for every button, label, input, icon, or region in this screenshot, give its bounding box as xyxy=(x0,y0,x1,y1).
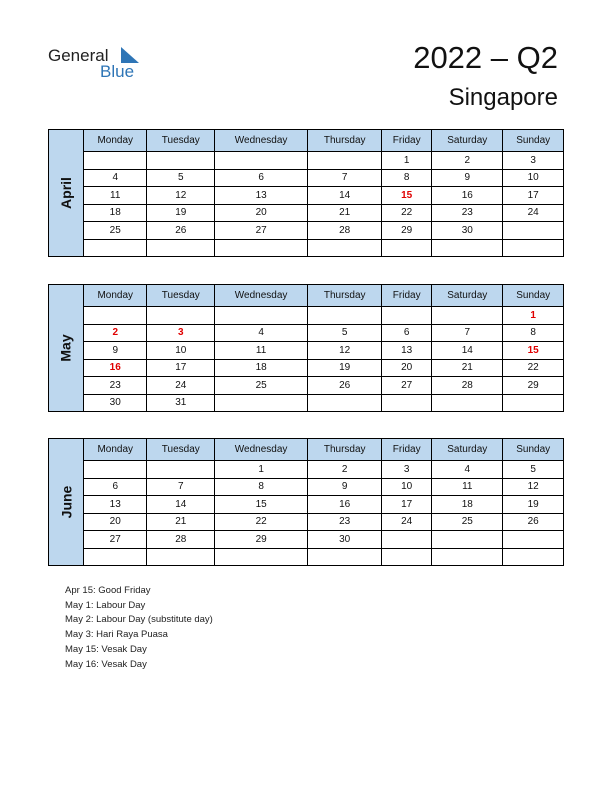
day-cell: 19 xyxy=(308,359,382,377)
day-cell xyxy=(84,548,147,566)
day-cell xyxy=(382,307,432,325)
day-cell xyxy=(147,307,215,325)
day-cell: 7 xyxy=(308,169,382,187)
day-cell: 11 xyxy=(215,342,308,360)
week-row xyxy=(49,342,564,360)
week-row xyxy=(49,461,564,479)
day-cell xyxy=(215,239,308,257)
day-cell: 1 xyxy=(382,152,432,170)
day-cell xyxy=(503,394,564,412)
day-cell: 14 xyxy=(147,496,215,514)
month-name: May xyxy=(57,334,74,362)
day-cell: 8 xyxy=(215,478,308,496)
day-cell xyxy=(308,548,382,566)
week-row xyxy=(49,478,564,496)
day-cell: 18 xyxy=(432,496,503,514)
day-cell xyxy=(84,461,147,479)
day-cell: 30 xyxy=(84,394,147,412)
week-row xyxy=(49,204,564,222)
day-cell: 12 xyxy=(147,187,215,205)
day-cell: 11 xyxy=(432,478,503,496)
weekday-header: Tuesday xyxy=(147,130,215,152)
week-row xyxy=(49,513,564,531)
weekday-header: Thursday xyxy=(308,130,382,152)
day-cell xyxy=(215,152,308,170)
day-cell: 14 xyxy=(432,342,503,360)
day-cell: 24 xyxy=(503,204,564,222)
day-cell: 16 xyxy=(432,187,503,205)
weekday-header: Saturday xyxy=(432,285,503,307)
day-cell: 13 xyxy=(84,496,147,514)
day-cell: 25 xyxy=(84,222,147,240)
day-cell: 28 xyxy=(147,531,215,549)
day-cell: 19 xyxy=(147,204,215,222)
day-cell xyxy=(432,239,503,257)
day-cell: 7 xyxy=(432,324,503,342)
weekday-header: Wednesday xyxy=(215,439,308,461)
day-cell xyxy=(432,548,503,566)
weekday-header: Saturday xyxy=(432,439,503,461)
day-cell: 21 xyxy=(432,359,503,377)
day-cell: 1 xyxy=(503,307,564,325)
day-cell xyxy=(147,548,215,566)
week-row xyxy=(49,359,564,377)
day-cell: 20 xyxy=(84,513,147,531)
day-cell: 30 xyxy=(308,531,382,549)
day-cell: 17 xyxy=(147,359,215,377)
day-cell: 18 xyxy=(84,204,147,222)
holiday-note: May 3: Hari Raya Puasa xyxy=(65,629,168,641)
weekday-header: Monday xyxy=(84,285,147,307)
week-row xyxy=(49,187,564,205)
weekday-header: Sunday xyxy=(503,285,564,307)
day-cell: 9 xyxy=(432,169,503,187)
weekday-header: Friday xyxy=(382,439,432,461)
day-cell: 8 xyxy=(503,324,564,342)
weekday-header: Sunday xyxy=(503,130,564,152)
month-name: April xyxy=(57,177,74,209)
day-cell xyxy=(84,307,147,325)
weekday-header: Wednesday xyxy=(215,285,308,307)
day-cell: 23 xyxy=(84,377,147,395)
day-cell: 25 xyxy=(215,377,308,395)
day-cell: 2 xyxy=(84,324,147,342)
day-cell xyxy=(503,548,564,566)
month-label-cell xyxy=(49,285,84,412)
day-cell: 29 xyxy=(215,531,308,549)
day-cell: 15 xyxy=(215,496,308,514)
day-cell xyxy=(382,548,432,566)
day-cell: 4 xyxy=(84,169,147,187)
day-cell: 4 xyxy=(432,461,503,479)
day-cell xyxy=(308,394,382,412)
holiday-note: Apr 15: Good Friday xyxy=(65,585,151,596)
day-cell: 4 xyxy=(215,324,308,342)
day-cell: 22 xyxy=(382,204,432,222)
day-cell: 16 xyxy=(308,496,382,514)
day-cell: 12 xyxy=(308,342,382,360)
day-cell: 31 xyxy=(147,394,215,412)
day-cell: 13 xyxy=(382,342,432,360)
weekday-header: Tuesday xyxy=(147,285,215,307)
day-cell: 17 xyxy=(503,187,564,205)
day-cell xyxy=(84,152,147,170)
weekday-header: Thursday xyxy=(308,439,382,461)
day-cell xyxy=(382,394,432,412)
month-label-cell xyxy=(49,439,84,566)
holiday-note: May 15: Vesak Day xyxy=(65,643,147,655)
weekday-header: Saturday xyxy=(432,130,503,152)
day-cell: 2 xyxy=(432,152,503,170)
day-cell: 21 xyxy=(308,204,382,222)
day-cell xyxy=(215,394,308,412)
week-row xyxy=(49,496,564,514)
day-cell: 8 xyxy=(382,169,432,187)
day-cell xyxy=(308,152,382,170)
day-cell: 3 xyxy=(382,461,432,479)
day-cell: 3 xyxy=(147,324,215,342)
day-cell: 14 xyxy=(308,187,382,205)
day-cell xyxy=(215,307,308,325)
country-name: Singapore xyxy=(448,84,558,111)
day-cell: 27 xyxy=(84,531,147,549)
day-cell: 6 xyxy=(382,324,432,342)
week-row xyxy=(49,152,564,170)
week-row xyxy=(49,377,564,395)
day-cell: 12 xyxy=(503,478,564,496)
day-cell: 18 xyxy=(215,359,308,377)
weekday-header: Tuesday xyxy=(147,439,215,461)
weekday-header: Friday xyxy=(382,285,432,307)
day-cell xyxy=(503,239,564,257)
day-cell: 10 xyxy=(147,342,215,360)
day-cell: 28 xyxy=(432,377,503,395)
day-cell: 6 xyxy=(84,478,147,496)
weekday-header: Monday xyxy=(84,130,147,152)
day-cell: 6 xyxy=(215,169,308,187)
day-cell: 5 xyxy=(147,169,215,187)
month-table-april xyxy=(48,129,564,257)
day-cell xyxy=(308,239,382,257)
day-cell: 5 xyxy=(503,461,564,479)
week-row xyxy=(49,222,564,240)
day-cell xyxy=(147,461,215,479)
week-row xyxy=(49,239,564,257)
day-cell: 24 xyxy=(147,377,215,395)
day-cell: 23 xyxy=(308,513,382,531)
day-cell xyxy=(432,307,503,325)
day-cell xyxy=(432,531,503,549)
day-cell: 26 xyxy=(147,222,215,240)
logo-word-general: General xyxy=(48,46,109,65)
day-cell: 27 xyxy=(215,222,308,240)
day-cell xyxy=(382,531,432,549)
day-cell xyxy=(382,239,432,257)
day-cell: 10 xyxy=(382,478,432,496)
month-label-cell xyxy=(49,130,84,257)
holiday-note: May 2: Labour Day (substitute day) xyxy=(65,614,213,626)
day-cell xyxy=(84,239,147,257)
day-cell: 21 xyxy=(147,513,215,531)
day-cell: 24 xyxy=(382,513,432,531)
day-cell: 22 xyxy=(503,359,564,377)
weekday-header: Sunday xyxy=(503,439,564,461)
day-cell: 26 xyxy=(503,513,564,531)
day-cell: 13 xyxy=(215,187,308,205)
week-row xyxy=(49,169,564,187)
day-cell: 22 xyxy=(215,513,308,531)
day-cell xyxy=(215,548,308,566)
day-cell: 29 xyxy=(382,222,432,240)
day-cell: 28 xyxy=(308,222,382,240)
day-cell: 23 xyxy=(432,204,503,222)
day-cell: 9 xyxy=(84,342,147,360)
day-cell: 26 xyxy=(308,377,382,395)
holiday-notes xyxy=(65,584,213,672)
day-cell: 15 xyxy=(382,187,432,205)
day-cell: 9 xyxy=(308,478,382,496)
week-row xyxy=(49,324,564,342)
day-cell: 19 xyxy=(503,496,564,514)
day-cell: 17 xyxy=(382,496,432,514)
day-cell: 15 xyxy=(503,342,564,360)
day-cell: 10 xyxy=(503,169,564,187)
day-cell: 3 xyxy=(503,152,564,170)
day-cell: 1 xyxy=(215,461,308,479)
month-name: June xyxy=(58,485,74,519)
day-cell: 16 xyxy=(84,359,147,377)
month-table-may xyxy=(48,284,564,412)
day-cell xyxy=(147,152,215,170)
week-row xyxy=(49,531,564,549)
week-row xyxy=(49,548,564,566)
day-cell: 27 xyxy=(382,377,432,395)
week-row xyxy=(49,394,564,412)
week-row xyxy=(49,307,564,325)
weekday-header: Monday xyxy=(84,439,147,461)
weekday-header: Friday xyxy=(382,130,432,152)
brand-logo xyxy=(48,44,148,84)
day-cell: 25 xyxy=(432,513,503,531)
logo-flag-icon xyxy=(121,47,139,63)
weekday-header: Wednesday xyxy=(215,130,308,152)
day-cell xyxy=(147,239,215,257)
day-cell xyxy=(503,222,564,240)
day-cell: 29 xyxy=(503,377,564,395)
day-cell: 20 xyxy=(215,204,308,222)
day-cell xyxy=(432,394,503,412)
day-cell: 7 xyxy=(147,478,215,496)
logo-word-blue: Blue xyxy=(100,62,135,81)
page-title: 2022 – Q2 xyxy=(413,40,558,75)
day-cell: 20 xyxy=(382,359,432,377)
holiday-note: May 16: Vesak Day xyxy=(65,658,147,670)
day-cell xyxy=(503,531,564,549)
day-cell: 5 xyxy=(308,324,382,342)
day-cell: 30 xyxy=(432,222,503,240)
weekday-header: Thursday xyxy=(308,285,382,307)
day-cell xyxy=(308,307,382,325)
day-cell: 11 xyxy=(84,187,147,205)
holiday-note: May 1: Labour Day xyxy=(65,599,146,611)
day-cell: 2 xyxy=(308,461,382,479)
month-table-june xyxy=(48,438,564,566)
